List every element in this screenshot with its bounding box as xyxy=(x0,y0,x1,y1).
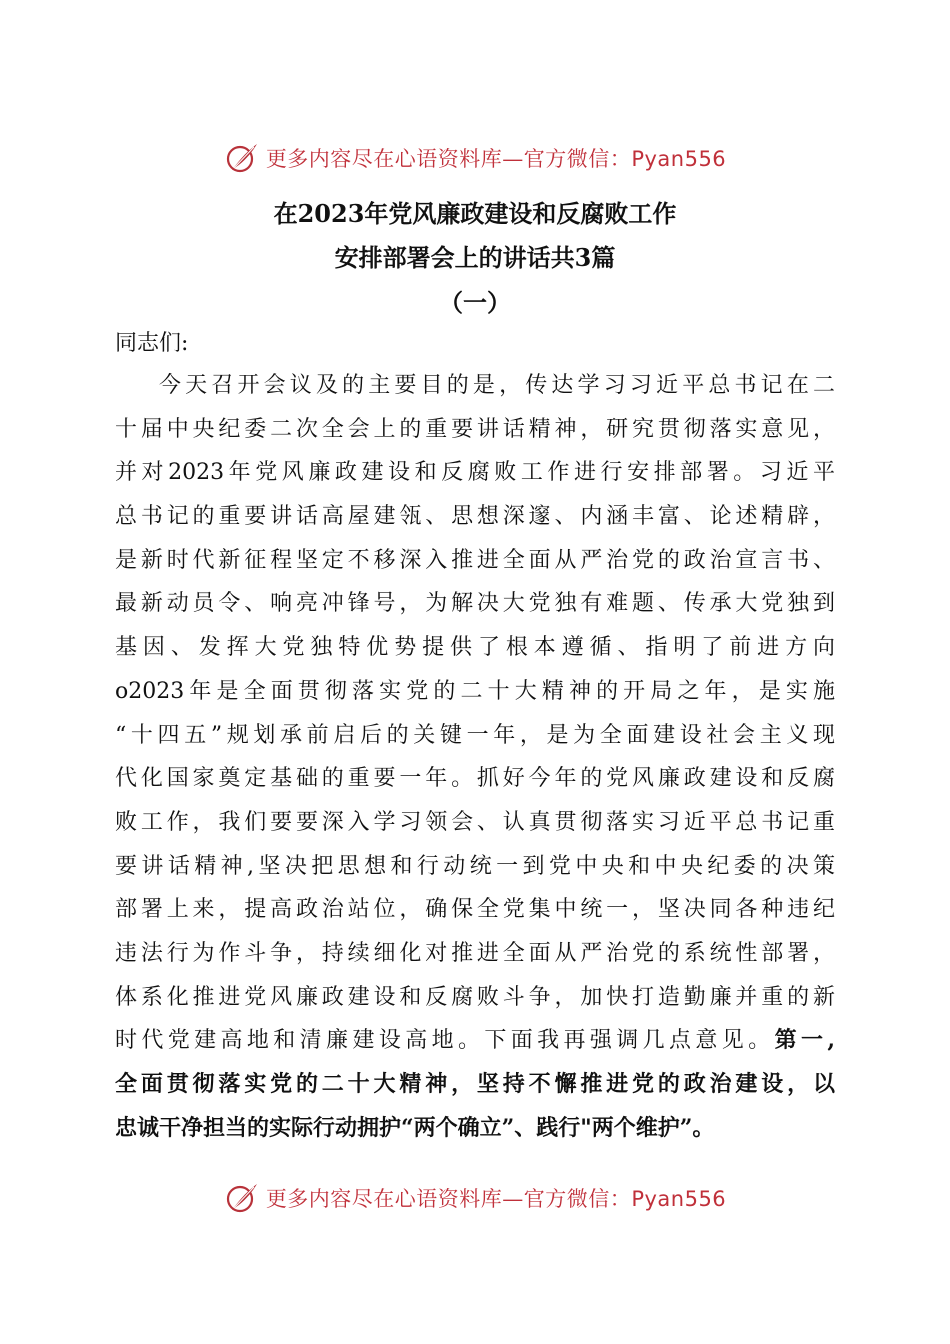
watermark-banner-bottom xyxy=(0,1176,950,1220)
bold-heading-line: 忠诚干净担当的实际行动拥护“两个确立”、践行"两个维护”。 xyxy=(115,1114,715,1141)
body-line: 违法行为作斗争，持续细化对推进全面从严治党的系统性部署， xyxy=(115,940,835,966)
watermark-text: 更多内容尽在心语资料库—官方微信：Pyan556 xyxy=(265,1187,727,1211)
bold-heading-line: 全面贯彻落实党的二十大精神，坚持不懈推进党的政治建设，以 xyxy=(115,1071,835,1097)
salutation: 同志们: xyxy=(115,331,189,356)
body-line: o2023年是全面贯彻落实党的二十大精神的开局之年，是实施 xyxy=(115,678,835,704)
logo-feather-icon xyxy=(224,140,260,176)
body-line: 最新动员令、响亮冲锋号，为解决大党独有难题、传承大党独到 xyxy=(115,591,835,617)
body-line: 十届中央纪委二次全会上的重要讲话精神，研究贯彻落实意见， xyxy=(115,416,835,442)
document-title-line-1: 在2023年党风廉政建设和反腐败工作 xyxy=(273,199,677,228)
watermark-text: 更多内容尽在心语资料库—官方微信：Pyan556 xyxy=(265,147,727,171)
watermark-banner-top xyxy=(0,136,950,180)
body-line: 体系化推进党风廉政建设和反腐败斗争，加快打造勤廉并重的新 xyxy=(115,984,835,1010)
body-line-normal-part: 时代党建高地和清廉建设高地。下面我再强调几点意见。 xyxy=(115,1028,775,1054)
body-line: 代化国家奠定基础的重要一年。抓好今年的党风廉政建设和反腐 xyxy=(115,766,835,792)
body-line: 败工作，我们要要深入学习领会、认真贯彻落实习近平总书记重 xyxy=(115,809,835,835)
logo-feather-icon xyxy=(224,1180,260,1216)
body-line: “十四五”规划承前启后的关键一年，是为全面建设社会主义现 xyxy=(115,722,835,748)
body-line: 总书记的重要讲话高屋建瓴、思想深邃、内涵丰富、论述精辟， xyxy=(115,504,835,530)
document-title-line-2: 安排部署会上的讲话共3篇 xyxy=(334,243,616,272)
body-line: 今天召开会议及的主要目的是，传达学习习近平总书记在二 xyxy=(159,373,835,398)
body-line: 并对2023年党风廉政建设和反腐败工作进行安排部署。习近平 xyxy=(115,460,835,486)
body-line: 部署上来，提高政治站位，确保全党集中统一，坚决同各种违纪 xyxy=(115,897,835,923)
body-line: 是新时代新征程坚定不移深入推进全面从严治党的政治宣言书、 xyxy=(115,547,835,573)
point-one-heading: 第一, xyxy=(774,1027,835,1054)
section-number: （一） xyxy=(439,288,511,317)
body-line: 基因、发挥大党独特优势提供了根本遵循、指明了前进方向 xyxy=(115,635,835,661)
body-line-mixed xyxy=(115,1019,835,1063)
body-paragraph xyxy=(115,364,835,1150)
body-line: 要讲话精神,坚决把思想和行动统一到党中央和中央纪委的决策 xyxy=(115,853,835,879)
